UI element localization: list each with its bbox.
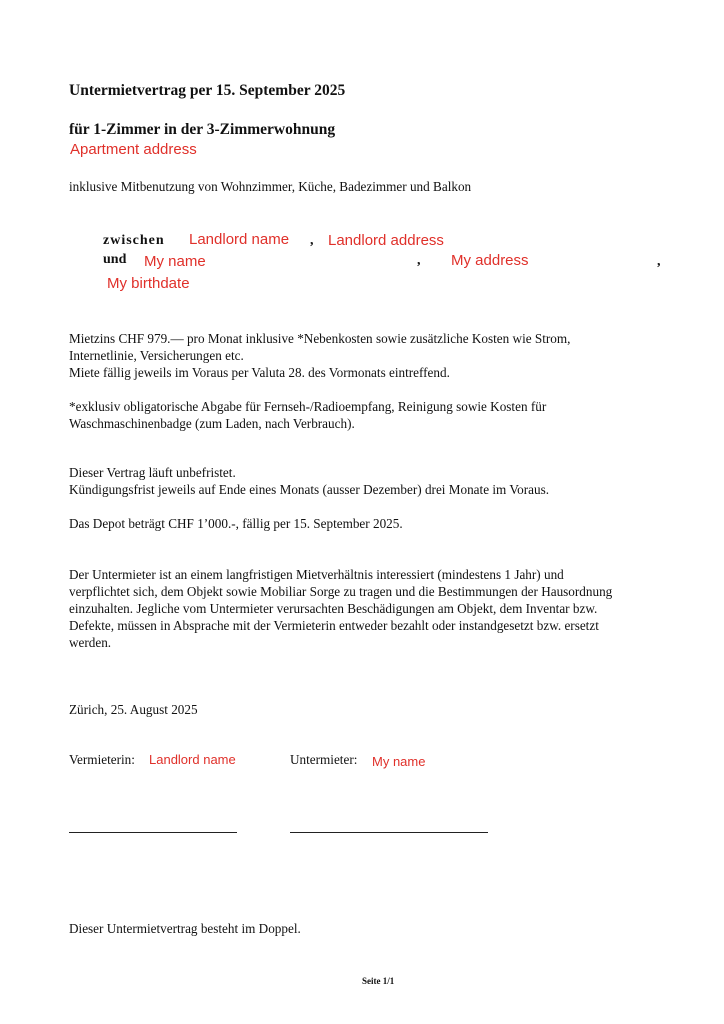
apartment-address-placeholder: Apartment address [70,141,197,158]
and-label: und [103,252,127,267]
rent-paragraph [69,330,659,381]
comma-separator: , [657,254,661,269]
deposit-paragraph [69,515,659,532]
contract-title: Untermietvertrag per 15. September 2025 [69,82,346,99]
obligations-line: Defekte, müssen in Absprache mit der Vermieterin entweder bezahlt oder instandgesetzt bzw. ersetzt [69,618,599,633]
page-number: Seite 1/1 [362,976,395,986]
deposit-line: Das Depot beträgt CHF 1’000.-, fällig per 15. September 2025. [69,516,403,531]
landlord-signature-label: Vermieterin: [69,752,135,767]
obligations-line: werden. [69,635,112,650]
term-line: Dieser Vertrag läuft unbefristet. [69,465,236,480]
my-address-placeholder: My address [451,252,529,269]
rent-line: Internetlinie, Versicherungen etc. [69,348,244,363]
comma-separator: , [310,233,314,248]
place-date: Zürich, 25. August 2025 [69,702,198,717]
landlord-signature-line [69,832,237,833]
obligations-line: verpflichtet sich, dem Objekt sowie Mobiliar Sorge zu tragen und die Bestimmungen der Hausordnung [69,584,613,599]
obligations-paragraph [69,566,659,651]
duplicate-note: Dieser Untermietvertrag besteht im Doppel. [69,921,301,936]
exclusive-line: *exklusiv obligatorische Abgabe für Fernseh-/Radioempfang, Reinigung sowie Kosten für [69,399,547,414]
landlord-signature-name-placeholder: Landlord name [149,752,236,767]
term-line: Kündigungsfrist jeweils auf Ende eines Monats (ausser Dezember) drei Monate im Voraus. [69,482,550,497]
comma-separator: , [417,253,421,268]
rent-line: Miete fällig jeweils im Voraus per Valuta 28. des Vormonats eintreffend. [69,365,450,380]
exclusive-line: Waschmaschinenbadge (zum Laden, nach Verbrauch). [69,416,355,431]
tenant-signature-line [290,832,488,833]
tenant-signature-label: Untermieter: [290,752,358,767]
exclusive-costs-paragraph [69,398,659,432]
rent-line: Mietzins CHF 979.— pro Monat inklusive *Nebenkosten sowie zusätzliche Kosten wie Strom, [69,331,571,346]
my-name-placeholder: My name [144,253,206,270]
obligations-line: Der Untermieter ist an einem langfristigen Mietverhältnis interessiert (mindestens 1 Jahr) und [69,567,564,582]
includes-text: inklusive Mitbenutzung von Wohnzimmer, Küche, Badezimmer und Balkon [69,179,472,194]
tenant-signature-name-placeholder: My name [372,754,426,769]
obligations-line: einzuhalten. Jegliche vom Untermieter verursachten Beschädigungen am Objekt, dem Inventar bzw. [69,601,598,616]
contract-subtitle: für 1-Zimmer in der 3-Zimmerwohnung [69,121,336,138]
landlord-address-placeholder: Landlord address [328,232,444,249]
landlord-name-placeholder: Landlord name [189,231,290,248]
term-paragraph [69,464,659,498]
between-label: zwischen [103,233,165,248]
my-birthdate-placeholder: My birthdate [107,275,190,292]
